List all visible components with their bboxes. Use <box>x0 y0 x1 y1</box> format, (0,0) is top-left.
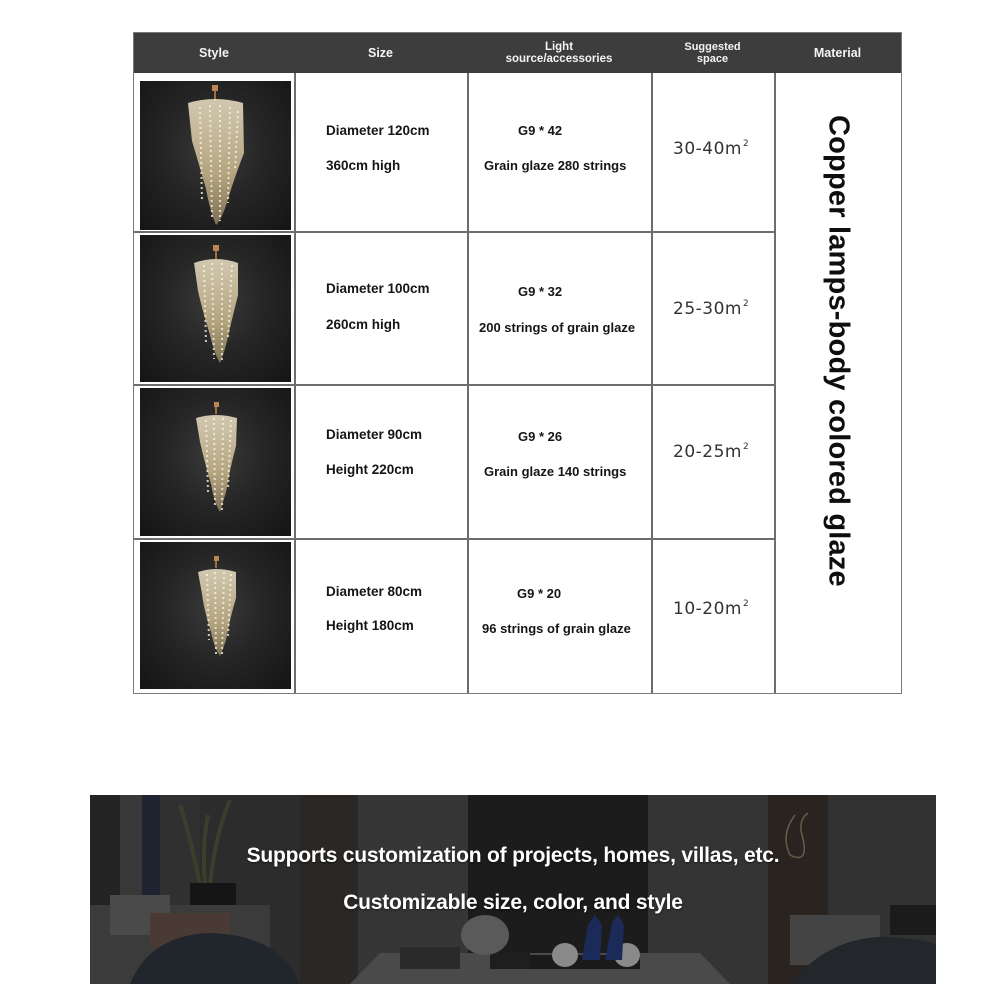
chandelier-icon <box>140 542 291 689</box>
customization-banner <box>90 795 936 984</box>
suggested-space <box>673 599 749 619</box>
chandelier-icon <box>140 388 291 536</box>
light-accessories: Grain glaze 140 strings <box>484 464 627 479</box>
material-cell <box>775 73 901 693</box>
space-value: 30-40m <box>673 139 742 159</box>
light-bulbs: G9 * 32 <box>518 284 563 299</box>
header-suggested-space <box>651 33 774 73</box>
banner-headline: Supports customization of projects, homes, villas, etc. <box>246 844 780 867</box>
header-light-source <box>467 33 651 73</box>
spec-table <box>133 32 902 694</box>
light-accessories: 96 strings of grain glaze <box>482 621 631 636</box>
light-bulbs: G9 * 26 <box>518 429 563 444</box>
material-text: Copper lamps-body colored glaze <box>822 115 855 587</box>
header-material: Material <box>813 46 862 60</box>
header-space-line1: Suggested <box>684 41 741 53</box>
light-bulbs: G9 * 20 <box>517 586 562 601</box>
light-bulbs: G9 * 42 <box>518 123 563 138</box>
header-light-line2: source/accessories <box>505 53 613 65</box>
header-style: Style <box>199 46 229 60</box>
size-diameter: Diameter 80cm <box>326 584 423 599</box>
space-value: 20-25m <box>673 442 742 462</box>
chandelier-photo <box>140 542 291 689</box>
space-unit-sup: 2 <box>742 299 750 309</box>
size-diameter: Diameter 120cm <box>326 123 430 138</box>
suggested-space <box>673 139 749 159</box>
space-value: 25-30m <box>673 299 742 319</box>
header-size: Size <box>367 46 393 60</box>
chandelier-photo <box>140 388 291 536</box>
chandelier-icon <box>140 81 291 230</box>
living-room-background-image <box>90 795 936 984</box>
suggested-space <box>673 442 749 462</box>
table-header <box>134 33 901 73</box>
chandelier-icon <box>140 235 291 382</box>
header-space-line2: space <box>696 53 729 65</box>
space-unit-sup: 2 <box>742 139 750 149</box>
size-height: 260cm high <box>326 317 401 332</box>
light-accessories: 200 strings of grain glaze <box>479 320 636 335</box>
size-diameter: Diameter 90cm <box>326 427 423 442</box>
size-diameter: Diameter 100cm <box>326 281 430 296</box>
header-light-line1: Light <box>544 41 574 53</box>
chandelier-photo <box>140 235 291 382</box>
chandelier-photo <box>140 81 291 230</box>
size-height: 360cm high <box>326 158 401 173</box>
space-unit-sup: 2 <box>742 599 750 609</box>
banner-subheadline: Customizable size, color, and style <box>343 891 683 914</box>
light-accessories: Grain glaze 280 strings <box>484 158 627 173</box>
suggested-space <box>673 299 749 319</box>
space-unit-sup: 2 <box>742 442 750 452</box>
space-value: 10-20m <box>673 599 742 619</box>
size-height: Height 180cm <box>326 618 414 633</box>
size-height: Height 220cm <box>326 462 414 477</box>
